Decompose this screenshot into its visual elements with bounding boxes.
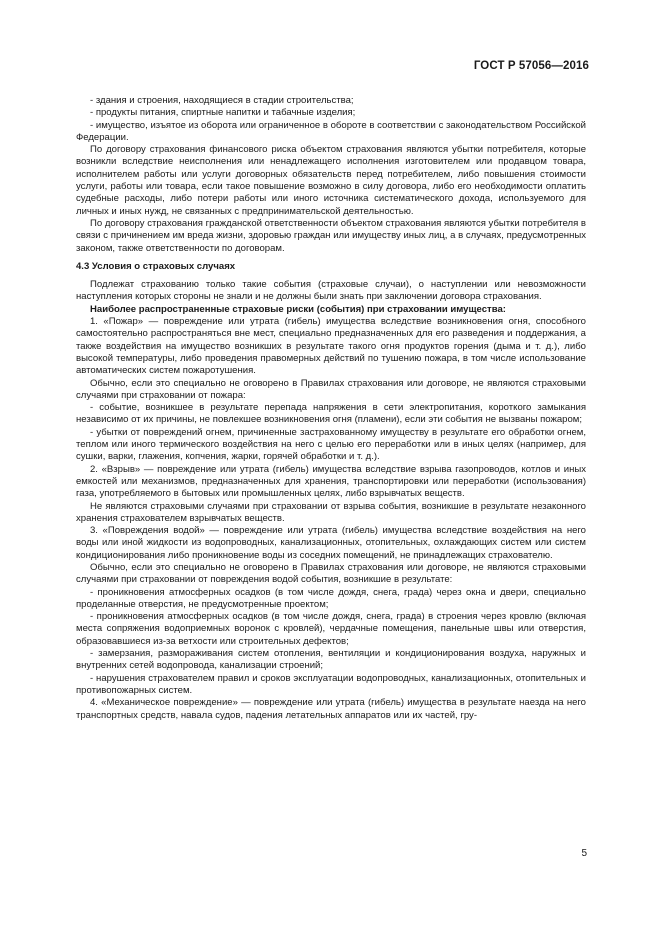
section-heading: 4.3 Условия о страховых случаях <box>76 260 236 272</box>
document-body <box>76 95 586 722</box>
paragraph: Не являются страховыми случаями при страховании от взрыва события, возникшие в результате незаконного хранения страхователем взрывчатых веществ. <box>76 500 586 524</box>
paragraph: Подлежат страхованию только такие события (страховые случаи), о наступлении или невозможности наступления которых стороны не знали и не должны были знать при заключении договора страхования. <box>76 279 586 303</box>
paragraph: - проникновения атмосферных осадков (в том числе дождя, снега, града) в строения через кровлю (включая места сопряжения водоприемных воронок с кровлей), чердачные помещения, панельные швы или отверстия, образовавшиеся из-за ветхости или строительных дефектов; <box>76 611 586 647</box>
paragraph: 1. «Пожар» — повреждение или утрата (гибель) имущества вследствие возникновения огня, способного самостоятельно распространяться вне мест, специально предназначенных для его разведения и поддержания, а также воздействия на имущество возникших в результате такого огня продуктов горения (дыма и т. д.), либо высокой температуры, либо проведения правомерных действий по тушению пожара, в том числе использование автоматических систем пожаротушения. <box>76 316 586 377</box>
paragraph: - продукты питания, спиртные напитки и табачные изделия; <box>90 107 356 119</box>
paragraph: 4. «Механическое повреждение» — повреждение или утрата (гибель) имущества в результате наезда на него транспортных средств, навала судов, падения летательных аппаратов или их частей, гру- <box>76 697 586 721</box>
paragraph: 3. «Повреждения водой» — повреждение или утрата (гибель) имущества вследствие воздействия на него воды или иной жидкости из водопроводных, канализационных, отопительных, охлаждающих систем или систем кондиционирования либо проникновение воды из соседних помещений, не принадлежащих страхователю. <box>76 525 586 561</box>
page-number: 5 <box>581 848 587 859</box>
paragraph: - нарушения страхователем правил и сроков эксплуатации водопроводных, канализационных, отопительных и противопожарных систем. <box>76 672 586 696</box>
paragraph: - здания и строения, находящиеся в стадии строительства; <box>90 95 354 106</box>
paragraph: Обычно, если это специально не оговорено в Правилах страхования или договоре, не являются страховыми случаями при страховании от пожара: <box>76 377 586 401</box>
document-id-header: ГОСТ Р 57056—2016 <box>473 60 589 72</box>
paragraph: По договору страхования финансового риска объектом страхования являются убытки потребителя, которые возникли вследствие неисполнения или ненадлежащего исполнения изготовителем или продавцом товара, исполнителем работы или услуги договорных обязательств перед потребителем, либо повышения стоимости услуги, работы или товара, если такое повышение возможно в силу договора, либо его необходимости оплатить судебные расходы, либо потери работы или иного источника систематического дохода, используемого для личных и иных нужд, не связанных с предпринимательской деятельностью. <box>76 144 586 217</box>
paragraph: - убытки от повреждений огнем, причиненные застрахованному имуществу в результате его обработки огнем, теплом или иного термического воздействия на него с целью его переработки или в иных целях (например, для сушки, варки, глажения, копчения, жарки, горячей обработки и т. д.). <box>76 426 586 463</box>
paragraph: Обычно, если это специально не оговорено в Правилах страхования или договоре, не являются страховыми случаями при страховании от повреждения водой события, возникшие в результате: <box>76 561 586 586</box>
paragraph: - проникновения атмосферных осадков (в том числе дождя, снега, града) через окна и двери, специально проделанные отверстия, не предусмотренные проектом; <box>76 586 586 610</box>
paragraph: По договору страхования гражданской ответственности объектом страхования являются убытки потребителя в связи с причинением им вреда жизни, здоровью граждан или имуществу иных лиц, а в случаях, предусмотренных законом, также ответственности по договорам. <box>76 217 586 254</box>
paragraph: - событие, возникшее в результате перепада напряжения в сети электропитания, короткого замыкания независимо от их причины, не повлекшее возникновения огня (пламени), если эти события не вызваны пожаром; <box>76 402 586 426</box>
paragraph: - замерзания, размораживания систем отопления, вентиляции и кондиционирования воздуха, наружных и внутренних сетей водопровода, канализации строений; <box>76 648 586 672</box>
paragraph: - имущество, изъятое из оборота или ограниченное в обороте в соответствии с законодательством Российской Федерации. <box>76 119 586 143</box>
paragraph: 2. «Взрыв» — повреждение или утрата (гибель) имущества вследствие взрыва газопроводов, котлов и иных емкостей или механизмов, предназначенных для хранения, транспортировки или переработки (использования) газа, употребляемого в бытовых или промышленных целях, либо взрывчатых веществ. <box>76 463 586 500</box>
risks-heading: Наиболее распространенные страховые риски (события) при страховании имущества: <box>90 303 506 315</box>
